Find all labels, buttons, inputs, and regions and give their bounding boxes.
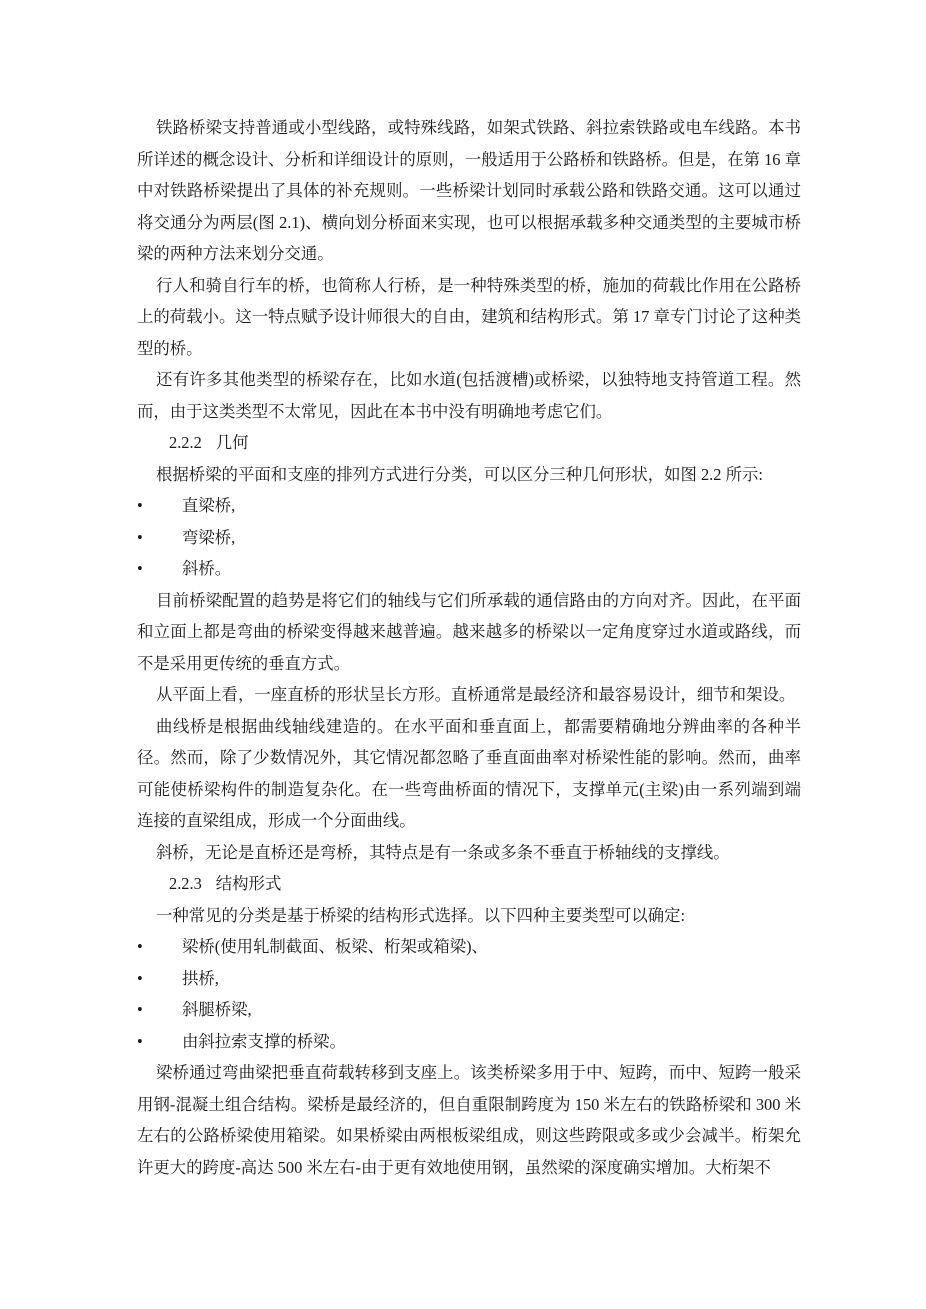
bullet-item-label: 斜桥。 xyxy=(182,559,232,578)
section-number: 2.2.2 xyxy=(169,433,202,452)
paragraph: 从平面上看，一座直桥的形状呈长方形。直桥通常是最经济和最容易设计，细节和架设。 xyxy=(156,685,796,704)
bullet-icon: • xyxy=(137,559,143,578)
bullet-icon: • xyxy=(137,968,143,988)
paragraph: 梁桥通过弯曲梁把垂直荷载转移到支座上。该类桥梁多用于中、短跨，而中、短跨一般采用钢-混凝土组合结构。梁桥是最经济的，但自重限制跨度为 150 米左右的铁路桥梁和 300 米左右的公路桥梁使用箱梁。如果桥梁由两根板梁组成，则这些跨限或多或少会减半。桁架允许更大的跨度-高达 500 米左右-由于更有效地使用钢，虽然梁的深度确实增加。大桁架不 xyxy=(137,1063,801,1177)
bullet-icon: • xyxy=(137,496,143,515)
paragraph: 还有许多其他类型的桥梁存在，比如水道(包括渡槽)或桥梁，以独特地支持管道工程。然而，由于这类类型不太常见，因此在本书中没有明确地考虑它们。 xyxy=(137,370,801,421)
section-heading xyxy=(137,427,801,459)
section-heading xyxy=(137,868,801,900)
bullet-item-label: 弯梁桥, xyxy=(182,527,236,547)
section-title: 几何 xyxy=(215,433,249,452)
bullet-item-label: 拱桥, xyxy=(182,968,219,988)
section-title: 结构形式 xyxy=(215,874,282,893)
section-number: 2.2.3 xyxy=(169,874,202,893)
bullet-list-item xyxy=(137,931,801,963)
bullet-item-label: 梁桥(使用轧制截面、板梁、桁架或箱梁)、 xyxy=(182,937,488,956)
bullet-list-item xyxy=(137,522,801,554)
paragraph: 行人和骑自行车的桥，也简称人行桥，是一种特殊类型的桥，施加的荷载比作用在公路桥上的荷载小。这一特点赋予设计师很大的自由，建筑和结构形式。第 17 章专门讨论了这种类型的桥。 xyxy=(137,275,801,358)
bullet-icon: • xyxy=(137,527,143,547)
bullet-list-item xyxy=(137,490,801,522)
paragraph: 曲线桥是根据曲线轴线建造的。在水平面和垂直面上，都需要精确地分辨曲率的各种半径。然而，除了少数情况外，其它情况都忽略了垂直面曲率对桥梁性能的影响。然而，曲率可能使桥梁构件的制造复杂化。在一些弯曲桥面的情况下，支撑单元(主梁)由一系列端到端连接的直梁组成，形成一个分面曲线。 xyxy=(137,716,801,830)
bullet-icon: • xyxy=(137,937,143,956)
document-content xyxy=(137,112,801,1183)
bullet-list-item xyxy=(137,994,801,1026)
bullet-list-item xyxy=(137,963,801,995)
paragraph: 一种常见的分类是基于桥梁的结构形式选择。以下四种主要类型可以确定: xyxy=(156,905,686,925)
bullet-icon: • xyxy=(137,1000,143,1019)
paragraph: 目前桥梁配置的趋势是将它们的轴线与它们所承载的通信路由的方向对齐。因此，在平面和立面上都是弯曲的桥梁变得越来越普遍。越来越多的桥梁以一定角度穿过水道或路线，而不是采用更传统的垂直方式。 xyxy=(137,590,801,673)
bullet-list-item xyxy=(137,1026,801,1058)
bullet-item-label: 由斜拉索支撑的桥梁。 xyxy=(182,1031,346,1051)
bullet-item-label: 直梁桥, xyxy=(182,496,236,515)
bullet-icon: • xyxy=(137,1031,143,1051)
paragraph: 斜桥，无论是直桥还是弯桥，其特点是有一条或多条不垂直于桥轴线的支撑线。 xyxy=(156,842,730,862)
paragraph: 铁路桥梁支持普通或小型线路，或特殊线路，如架式铁路、斜拉索铁路或电车线路。本书所详述的概念设计、分析和详细设计的原则，一般适用于公路桥和铁路桥。但是，在第 16 章中对铁路桥梁提出了具体的补充规则。一些桥梁计划同时承载公路和铁路交通。这可以通过将交通分为两层(图 2.1)、横向划分桥面来实现，也可以根据承载多种交通类型的主要城市桥梁的两种方法来划分交通。 xyxy=(137,118,801,263)
paragraph: 根据桥梁的平面和支座的排列方式进行分类，可以区分三种几何形状，如图 2.2 所示: xyxy=(156,464,763,484)
bullet-item-label: 斜腿桥梁, xyxy=(182,1000,252,1019)
bullet-list-item xyxy=(137,553,801,585)
